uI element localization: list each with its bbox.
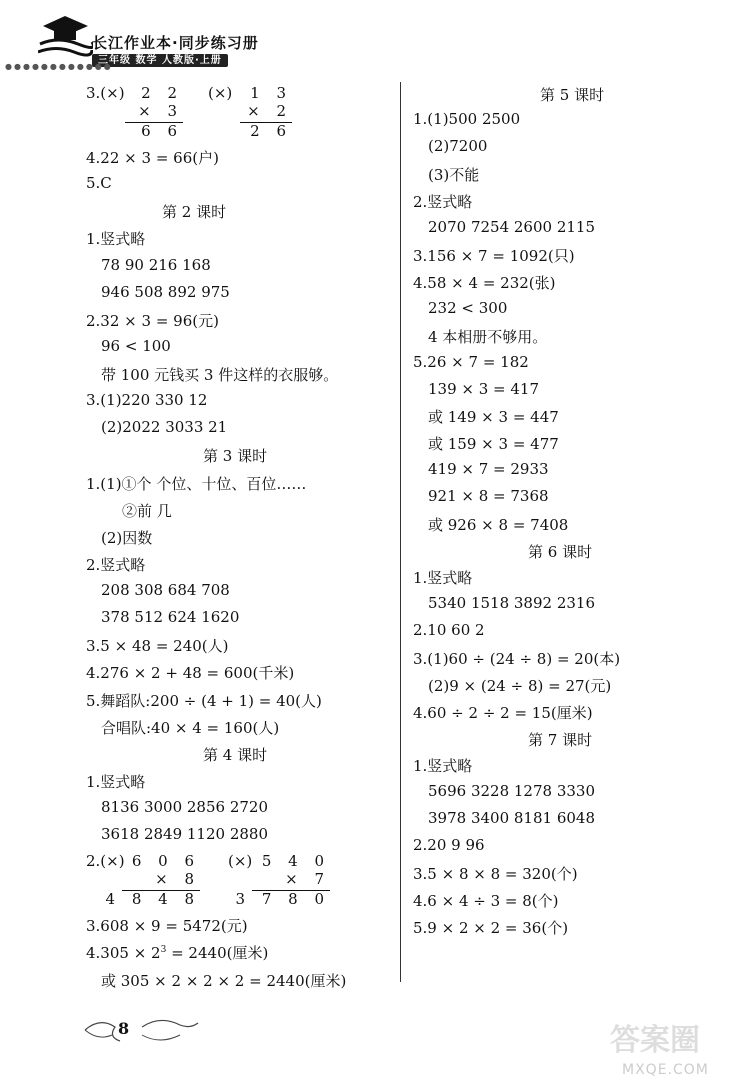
answer-line: 2.竖式略	[86, 556, 146, 574]
section-heading: 第 6 课时	[528, 543, 593, 561]
answer-line: 208 308 684 708	[101, 581, 230, 599]
answer-line: 或 305 × 2 × 2 × 2 = 2440(厘米)	[101, 972, 347, 990]
vertical-multiplication	[235, 852, 330, 908]
answer-line: 带 100 元钱买 3 件这样的衣服够。	[101, 366, 339, 384]
answer-line: 946 508 892 975	[101, 283, 230, 301]
answer-line: 4.60 ÷ 2 ÷ 2 = 15(厘米)	[413, 704, 593, 722]
answer-line: 3.5 × 48 = 240(人)	[86, 637, 229, 655]
answer-line: 2.(×)	[86, 852, 125, 870]
multiplier: × 3	[138, 102, 183, 120]
answer-line: (3)不能	[428, 166, 480, 184]
page-number: 8	[118, 1019, 130, 1038]
answer-line: 1.(1)500 2500	[413, 110, 521, 128]
answer-line: 5.26 × 7 = 182	[413, 353, 529, 371]
watermark-url: MXQE.COM	[622, 1062, 709, 1078]
answer-line: 5340 1518 3892 2316	[428, 594, 595, 612]
answer-line: (2)因数	[101, 529, 153, 547]
answer-line: 5.舞蹈队:200 ÷ (4 + 1) = 40(人)	[86, 692, 322, 710]
page-header	[0, 0, 750, 75]
expression-result: = 2440(厘米)	[166, 944, 269, 962]
answer-line: 3.(×)	[86, 84, 125, 102]
answer-line: 4.6 × 4 ÷ 3 = 8(个)	[413, 892, 559, 910]
product: 2 6	[250, 122, 292, 140]
answer-line: 2.竖式略	[413, 193, 473, 211]
product: 4 8 4 8	[105, 890, 200, 908]
multiplier: × 7	[285, 870, 330, 888]
answer-line: 3.608 × 9 = 5472(元)	[86, 917, 248, 935]
answer-line: (2)2022 3033 21	[101, 418, 228, 436]
answer-line: 232 < 300	[428, 299, 508, 317]
answer-line: 4.22 × 3 = 66(户)	[86, 149, 219, 167]
multiplier: × 8	[155, 870, 200, 888]
answer-line	[86, 942, 268, 963]
column-divider	[400, 82, 401, 982]
vertical-multiplication	[240, 84, 292, 140]
answer-line: 3618 2849 1120 2880	[101, 825, 268, 843]
multiplicand: 1 3	[250, 84, 292, 102]
dotted-rule: ●●●●●●●●●●●●	[5, 62, 113, 71]
expression-base: 4.305 × 2	[86, 944, 161, 962]
answer-line: 2.10 60 2	[413, 621, 485, 639]
book-title: 长江作业本·同步练习册	[92, 34, 259, 52]
answer-line: 5.C	[86, 174, 112, 192]
watermark-logo: 答案圈	[610, 1023, 700, 1058]
answer-line: 5.9 × 2 × 2 = 36(个)	[413, 919, 569, 937]
section-heading: 第 7 课时	[528, 731, 593, 749]
answer-line: 合唱队:40 × 4 = 160(人)	[101, 719, 280, 737]
answer-line: 2.20 9 96	[413, 836, 485, 854]
product: 3 7 8 0	[235, 890, 330, 908]
answer-line: 4.276 × 2 + 48 = 600(千米)	[86, 664, 295, 682]
answer-line: 1.竖式略	[86, 230, 146, 248]
exponent: 3	[160, 945, 167, 955]
answer-line: 3.156 × 7 = 1092(只)	[413, 247, 575, 265]
answer-line: 4.58 × 4 = 232(张)	[413, 274, 556, 292]
answer-line: 3978 3400 8181 6048	[428, 809, 595, 827]
answer-line: 1.竖式略	[413, 757, 473, 775]
answer-line: 378 512 624 1620	[101, 608, 240, 626]
answer-line: 或 159 × 3 = 477	[428, 435, 559, 453]
graduation-cap-logo-icon	[38, 12, 93, 62]
book-subtitle: 三年级 数学 人教版·上册	[92, 54, 228, 67]
answer-line: 5696 3228 1278 3330	[428, 782, 595, 800]
answer-line: 3.(1)220 330 12	[86, 391, 208, 409]
section-heading: 第 4 课时	[203, 746, 268, 764]
multiplier: × 2	[247, 102, 292, 120]
multiplicand: 5 4 0	[261, 852, 330, 870]
answer-line: 1.竖式略	[413, 569, 473, 587]
vertical-multiplication	[125, 84, 183, 140]
page-number-ornament-icon	[80, 1015, 200, 1045]
answer-line: 139 × 3 = 417	[428, 380, 540, 398]
answer-line: (×)	[208, 84, 233, 102]
answer-line: 8136 3000 2856 2720	[101, 798, 268, 816]
answer-line: (2)9 × (24 ÷ 8) = 27(元)	[428, 677, 612, 695]
section-heading: 第 2 课时	[162, 203, 227, 221]
answer-line: 1.竖式略	[86, 773, 146, 791]
answer-line: ②前 几	[122, 502, 172, 520]
answer-line: 921 × 8 = 7368	[428, 487, 549, 505]
section-heading: 第 5 课时	[540, 86, 605, 104]
answer-line: 或 149 × 3 = 447	[428, 408, 559, 426]
answer-line: 96 < 100	[101, 337, 171, 355]
answer-line: (×)	[228, 852, 253, 870]
multiplicand: 2 2	[141, 84, 183, 102]
multiplicand: 6 0 6	[131, 852, 200, 870]
answer-line: 或 926 × 8 = 7408	[428, 516, 569, 534]
answer-line: 1.(1)①个 个位、十位、百位……	[86, 475, 307, 493]
section-heading: 第 3 课时	[203, 447, 268, 465]
answer-line: 4 本相册不够用。	[428, 328, 548, 346]
answer-line: 3.5 × 8 × 8 = 320(个)	[413, 865, 578, 883]
answer-line: 2.32 × 3 = 96(元)	[86, 312, 219, 330]
answer-line: 2070 7254 2600 2115	[428, 218, 595, 236]
answer-line: 3.(1)60 ÷ (24 ÷ 8) = 20(本)	[413, 650, 621, 668]
answer-line: (2)7200	[428, 137, 488, 155]
answer-line: 78 90 216 168	[101, 256, 211, 274]
answer-line: 419 × 7 = 2933	[428, 460, 549, 478]
product: 6 6	[141, 122, 183, 140]
vertical-multiplication	[105, 852, 200, 908]
